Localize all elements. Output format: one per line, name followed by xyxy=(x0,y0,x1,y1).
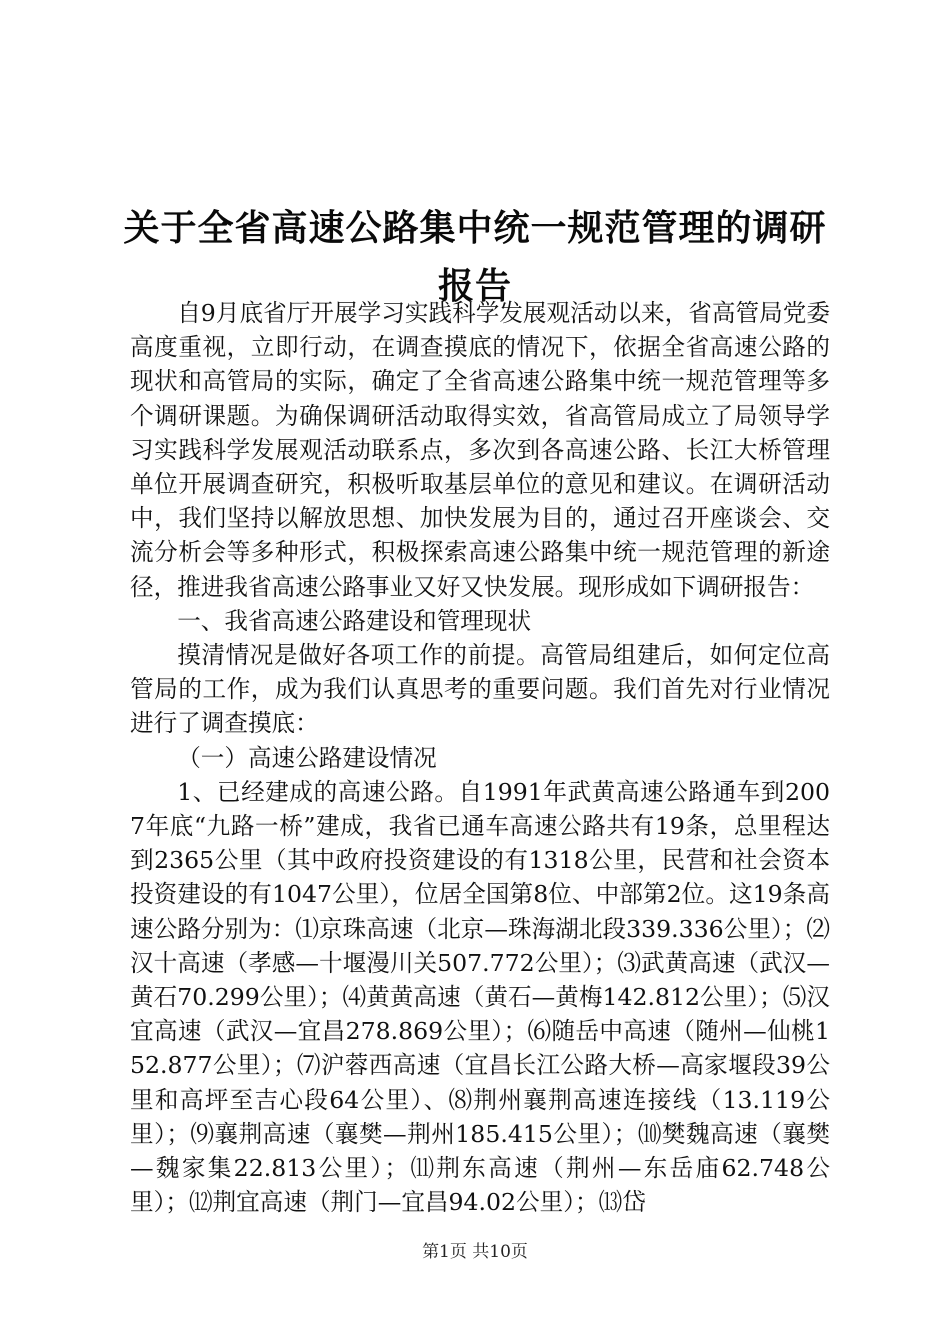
subsection-heading: （一）高速公路建设情况 xyxy=(177,743,437,772)
document-title: 关于全省高速公路集中统一规范管理的调研报告 xyxy=(123,208,827,308)
page-number-footer: 第1页 共10页 xyxy=(422,1242,528,1262)
document-body xyxy=(130,296,830,1219)
intro-paragraph: 自9月底省厅开展学习实践科学发展观活动以来，省高管局党委高度重视，立即行动，在调查摸底的情况下，依据全省高速公路的现状和高管局的实际，确定了全省高速公路集中统一规范管理等多个调研课题。为确保调研活动取得实效，省高管局成立了局领导学习实践科学发展观活动联系点，多次到各高速公路、长江大桥管理单位开展调查研究，积极听取基层单位的意见和建议。在调研活动中，我们坚持以解放思想、加快发展为目的，通过召开座谈会、交流分析会等多种形式，积极探索高速公路集中统一规范管理的新途径，推进我省高速公路事业又好又快发展。现形成如下调研报告： xyxy=(130,299,830,601)
body-paragraph: 1、已经建成的高速公路。自1991年武黄高速公路通车到2007年底“九路一桥”建成，我省已通车高速公路共有19条，总里程达到2365公里（其中政府投资建设的有1318公里，民营和社会资本投资建设的有1047公里），位居全国第8位、中部第2位。这19条高速公路分别为：⑴京珠高速（北京—珠海湖北段339.336公里）；⑵汉十高速（孝感—十堰漫川关507.772公里）；⑶武黄高速（武汉—黄石70.299公里）；⑷黄黄高速（黄石—黄梅142.812公里）；⑸汉宜高速（武汉—宜昌278.869公里）；⑹随岳中高速（随州—仙桃152.877公里）；⑺沪蓉西高速（宜昌长江公路大桥—高家堰段39公里和高坪至吉心段64公里）、⑻荆州襄荆高速连接线（13.119公里）；⑼襄荆高速（襄樊—荆州185.415公里）；⑽樊魏高速（襄樊—魏家集22.813公里）；⑾荆东高速（荆州—东岳庙62.748公里）；⑿荆宜高速（荆门—宜昌94.02公里）；⒀岱 xyxy=(130,777,830,1217)
body-paragraph: 摸清情况是做好各项工作的前提。高管局组建后，如何定位高管局的工作，成为我们认真思考的重要问题。我们首先对行业情况进行了调查摸底： xyxy=(130,641,830,738)
section-heading: 一、我省高速公路建设和管理现状 xyxy=(177,606,532,635)
